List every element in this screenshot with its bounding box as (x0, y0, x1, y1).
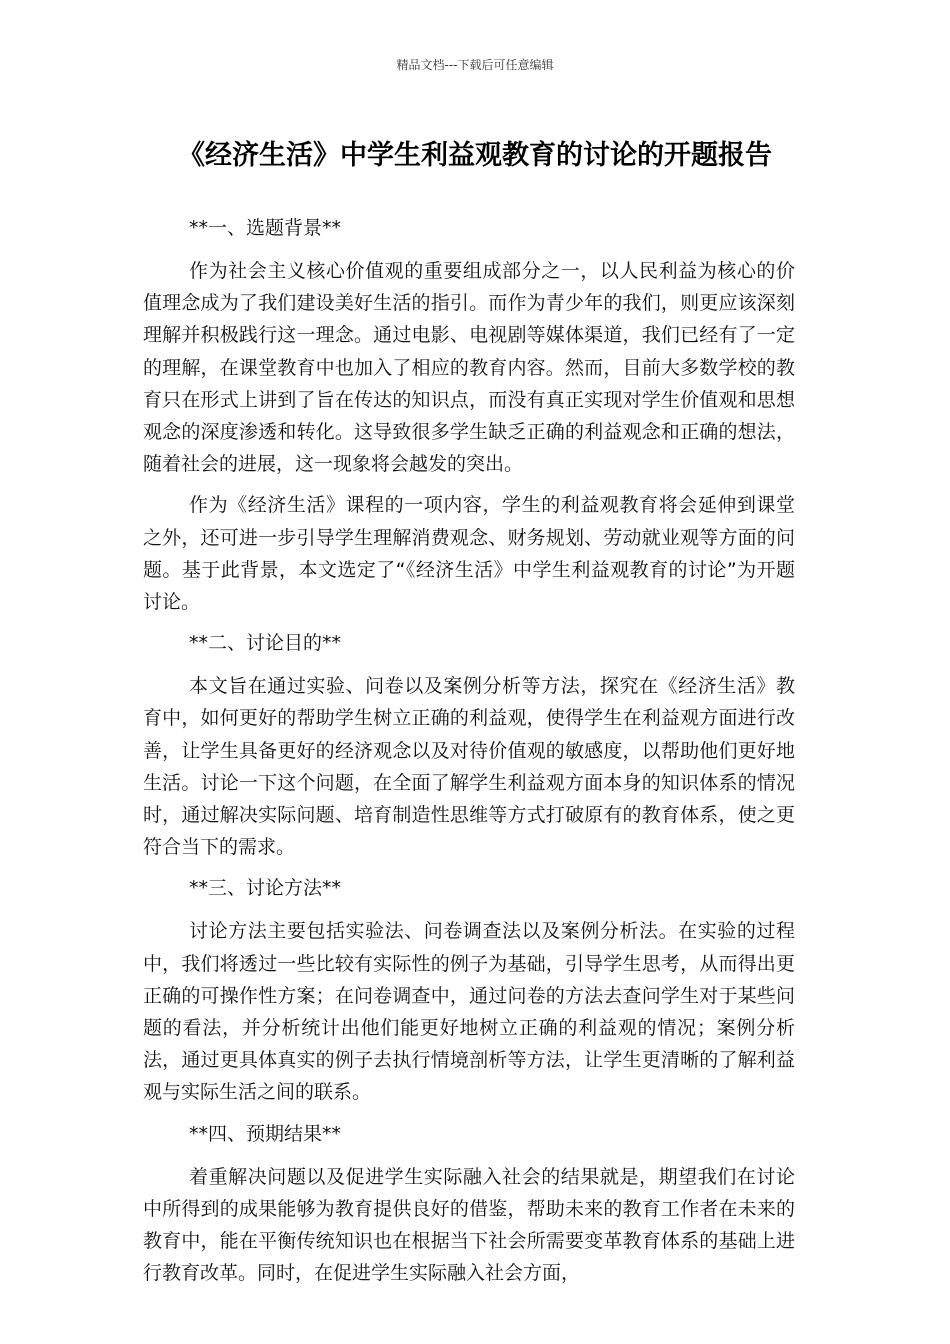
section-heading: **三、讨论方法** (189, 877, 342, 900)
body-paragraph: 着重解决问题以及促进学生实际融入社会的结果就是，期望我们在讨论中所得到的成果能够为教育提供良好的借鉴，帮助未来的教育工作者在未来的教育中，能在平衡传统知识也在根据当下社会所需要变革教育体系的基础上进行教育改革。同时，在促进学生实际融入社会方面， (143, 1165, 795, 1285)
body-paragraph: 作为社会主义核心价值观的重要组成部分之一，以人民利益为核心的价值理念成为了我们建设美好生活的指引。而作为青少年的我们，则更应该深刻理解并积极践行这一理念。通过电影、电视剧等媒体渠道，我们已经有了一定的理解，在课堂教育中也加入了相应的教育内容。然而，目前大多数学校的教育只在形式上讲到了旨在传达的知识点，而没有真正实现对学生价值观和思想观念的深度渗透和转化。这导致很多学生缺乏正确的利益观念和正确的想法，随着社会的进展，这一现象将会越发的突出。 (143, 260, 795, 476)
section-heading: **一、选题背景** (189, 217, 342, 239)
section-background (143, 212, 795, 618)
body-paragraph: 作为《经济生活》课程的一项内容，学生的利益观教育将会延伸到课堂之外，还可进一步引导学生理解消费观念、财务规划、劳动就业观等方面的问题。基于此背景，本文选定了“《经济生活》中学生利益观教育的讨论”为开题讨论。 (143, 494, 795, 614)
section-purpose (143, 627, 795, 863)
header-note: 精品文档---下载后可任意编辑 (396, 58, 554, 72)
section-methods (143, 872, 795, 1108)
section-heading: **四、预期结果** (189, 1122, 342, 1145)
section-heading: **二、讨论目的** (189, 632, 342, 655)
document-body (143, 212, 795, 1298)
body-paragraph: 本文旨在通过实验、问卷以及案例分析等方法，探究在《经济生活》教育中，如何更好的帮助学生树立正确的利益观，使得学生在利益观方面进行改善，让学生具备更好的经济观念以及对待价值观的敏感度，以帮助他们更好地生活。讨论一下这个问题，在全面了解学生利益观方面本身的知识体系的情况时，通过解决实际问题、培育制造性思维等方式打破原有的教育体系，使之更符合当下的需求。 (143, 675, 795, 859)
document-title: 《经济生活》中学生利益观教育的讨论的开题报告 (178, 140, 772, 171)
body-paragraph: 讨论方法主要包括实验法、问卷调查法以及案例分析法。在实验的过程中，我们将透过一些比较有实际性的例子为基础，引导学生思考，从而得出更正确的可操作性方案；在问卷调查中，通过问卷的方法去查问学生对于某些问题的看法，并分析统计出他们能更好地树立正确的利益观的情况；案例分析法，通过更具体真实的例子去执行情境剖析等方法，让学生更清晰的了解利益观与实际生活之间的联系。 (143, 920, 795, 1104)
section-expected-results (143, 1118, 795, 1290)
